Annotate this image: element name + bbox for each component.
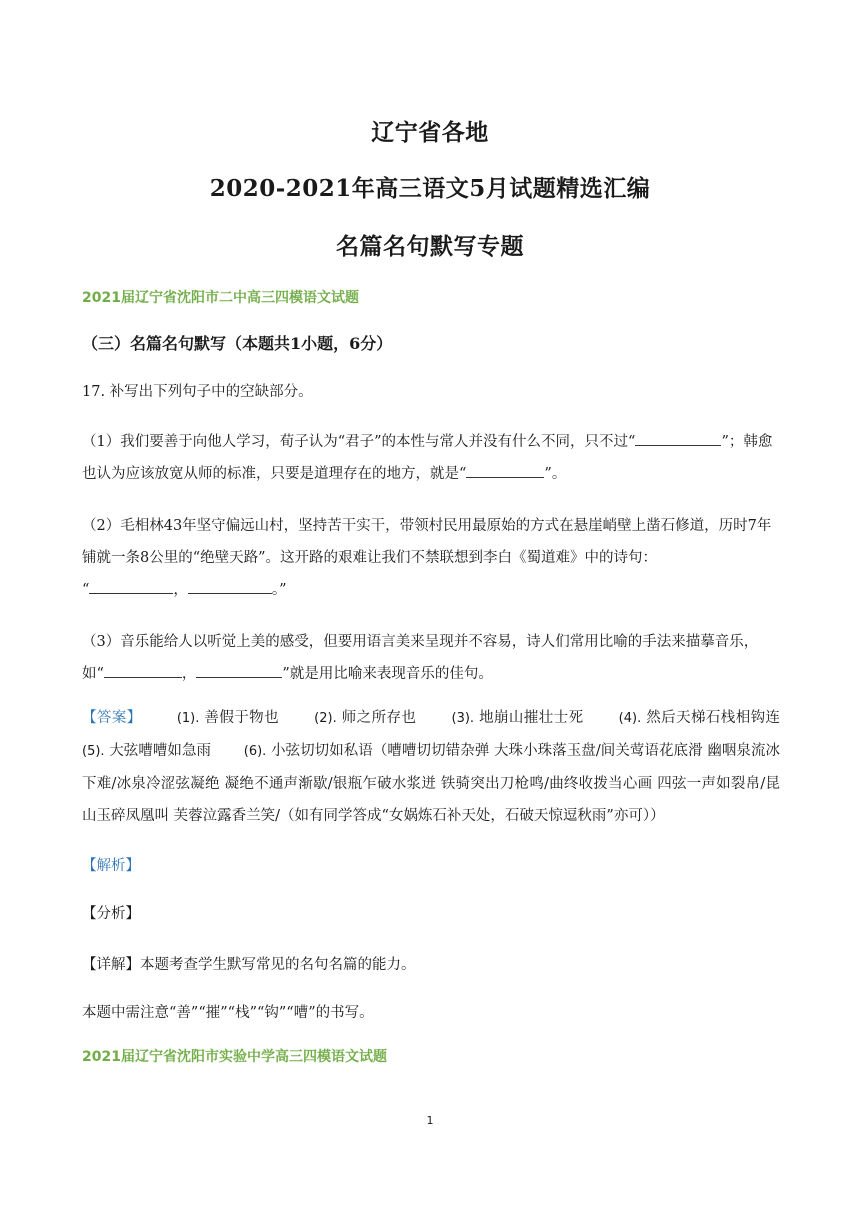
answer-text: 大弦嘈嘈如急雨 xyxy=(109,743,212,759)
question-text: ， xyxy=(173,582,188,598)
analysis-detail: 【详解】本题考查学生默写常见的名句名篇的能力。 xyxy=(82,957,416,973)
page-number: 1 xyxy=(426,1114,434,1127)
document-title-topic: 名篇名句默写专题 xyxy=(336,233,524,260)
question-text: 韩愈也认为应该放宽从师的标准，只要是道理存在的地方，就是“ xyxy=(82,434,773,482)
document-title-main: 2020-2021年高三语文5月试题精选汇编 xyxy=(209,175,651,202)
question-text: （3）音乐能给人以听觉上美的感受，但要用语言美来呈现并不容易，诗人们常用比喻的手法来描摹音乐，如“ xyxy=(82,634,759,682)
answer-number: (6). xyxy=(243,744,267,759)
analysis-tag: 【解析】 xyxy=(82,858,140,874)
question-item-3 xyxy=(82,626,778,690)
analysis-subheading: 【分析】 xyxy=(82,906,140,922)
question-text: ”就是用比喻来表现音乐的佳句。 xyxy=(282,666,493,682)
section-heading: （三）名篇名句默写（本题共1小题，6分） xyxy=(82,334,393,353)
answer-text: 小弦切切如私语（嘈嘈切切错杂弹 大珠小珠落玉盘/间关莺语花底滑 幽咽泉流冰下难/冰泉冷涩弦凝绝 凝绝不通声渐歇/银瓶乍破水浆迸 铁骑突出刀枪鸣/曲终收拨当心画 四弦一声如裂帛/昆山玉碎凤凰叫 芙蓉泣露香兰笑/（如有同学答成“女娲炼石补天处，石破天惊逗秋雨”亦可）） xyxy=(82,743,781,824)
answer-number: (1). xyxy=(176,711,200,726)
question-text: （2）毛相林43年坚守偏远山村，坚持苦干实干，带领村民用最原始的方式在悬崖峭壁上凿石修道，历时7年铺就一条8公里的“绝壁天路”。这开路的艰难让我们不禁联想到李白《蜀道难》中的诗句： xyxy=(82,518,772,566)
question-text: ”； xyxy=(721,434,744,450)
answer-text: 然后天梯石栈相钩连 xyxy=(646,710,781,726)
answer-text: 地崩山摧壮士死 xyxy=(479,710,584,726)
question-text: ”。 xyxy=(544,466,567,482)
document-title-region: 辽宁省各地 xyxy=(371,119,489,146)
answer-tag: 【答案】 xyxy=(82,710,142,726)
answer-number: (3). xyxy=(451,711,475,726)
question-text: 。” xyxy=(271,582,287,598)
answer-number: (2). xyxy=(314,711,337,726)
answer-number: (5). xyxy=(82,744,105,759)
exam-source-heading: 2021届辽宁省沈阳市实验中学高三四模语文试题 xyxy=(82,1049,387,1065)
question-stem: 17. 补写出下列句子中的空缺部分。 xyxy=(82,384,313,400)
answer-blank xyxy=(188,579,272,594)
question-text: （1）我们要善于向他人学习，荀子认为“君子”的本性与常人并没有什么不同，只不过“ xyxy=(82,434,636,450)
exam-source-heading: 2021届辽宁省沈阳市二中高三四模语文试题 xyxy=(82,290,359,306)
question-item-2 xyxy=(82,510,778,606)
answer-number: (4). xyxy=(618,711,642,726)
answer-block xyxy=(82,702,780,832)
answer-blank xyxy=(196,663,282,678)
question-item-1 xyxy=(82,426,778,490)
answer-text: 师之所存也 xyxy=(341,710,417,726)
answer-blank xyxy=(104,663,182,678)
answer-text: 善假于物也 xyxy=(204,710,279,726)
question-text: ， xyxy=(181,666,197,682)
answer-blank xyxy=(466,463,544,478)
answer-blank xyxy=(635,431,721,446)
answer-blank xyxy=(89,579,173,594)
analysis-note: 本题中需注意“善”“摧”“栈”“钩”“嘈”的书写。 xyxy=(82,1005,374,1021)
question-text: “ xyxy=(82,582,90,598)
